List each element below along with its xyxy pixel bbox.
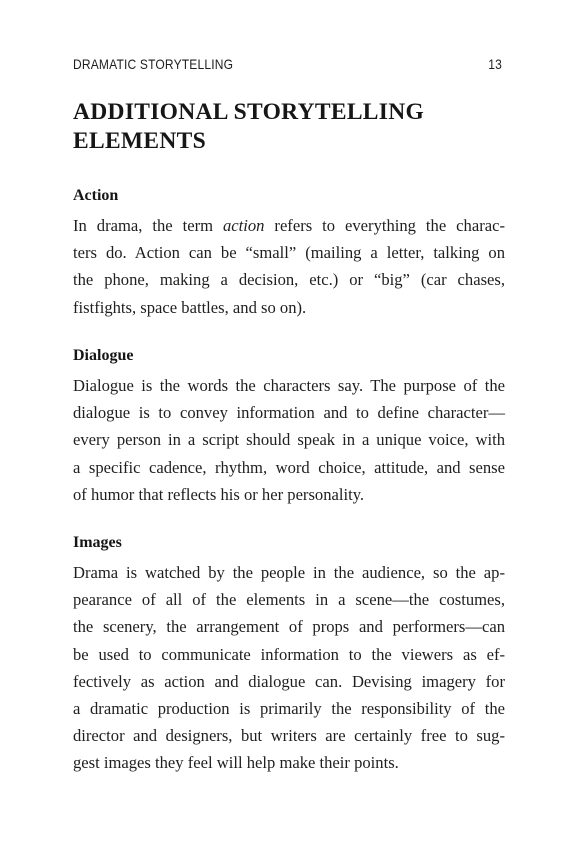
section-dialogue: [73, 346, 505, 508]
body-line: [73, 212, 505, 239]
body-line: gest images they feel will help make their points.: [73, 753, 399, 773]
body-text: In drama, the term: [73, 216, 223, 235]
body-line: be used to communicate information to the viewers as ef-: [73, 644, 505, 664]
emphasized-term: action: [222, 216, 265, 235]
body-line: a dramatic production is primarily the responsibility of the: [73, 699, 505, 719]
body-line: the phone, making a decision, etc.) or “big” (car chases,: [73, 270, 505, 290]
body-line: fectively as action and dialogue can. Devising imagery for: [73, 671, 505, 691]
body-line: fistfights, space battles, and so on).: [73, 297, 307, 317]
section-body: [73, 372, 505, 508]
page-number: 13: [488, 56, 502, 72]
body-line: Dialogue is the words the characters say. The purpose of the: [73, 376, 505, 395]
body-line: pearance of all of the elements in a scene—the costumes,: [73, 590, 505, 610]
section-images: [73, 533, 505, 777]
body-line: Drama is watched by the people in the audience, so the ap-: [73, 563, 505, 582]
section-heading: Dialogue: [73, 347, 134, 364]
body-line: the scenery, the arrangement of props and performers—can: [73, 617, 505, 637]
body-line: ters do. Action can be “small” (mailing a letter, talking on: [73, 243, 505, 263]
section-heading: Action: [73, 187, 119, 204]
section-body: [73, 212, 505, 321]
body-line: a specific cadence, rhythm, word choice, attitude, and sense: [73, 457, 505, 477]
body-line: of humor that reflects his or her personality.: [73, 484, 365, 504]
running-head: [73, 56, 502, 76]
section-heading: Images: [73, 534, 122, 551]
body-line: every person in a script should speak in a unique voice, with: [73, 430, 505, 450]
body-line: director and designers, but writers are certainly free to sug-: [73, 726, 505, 746]
chapter-title: ADDITIONAL STORYTELLING ELEMENTS: [73, 99, 425, 154]
section-body: [73, 559, 505, 777]
section-action: [73, 186, 505, 321]
body-text: refers to everything the charac-: [264, 216, 505, 235]
body-line: dialogue is to convey information and to define character—: [73, 403, 505, 423]
running-head-title: DRAMATIC STORYTELLING: [73, 56, 234, 72]
